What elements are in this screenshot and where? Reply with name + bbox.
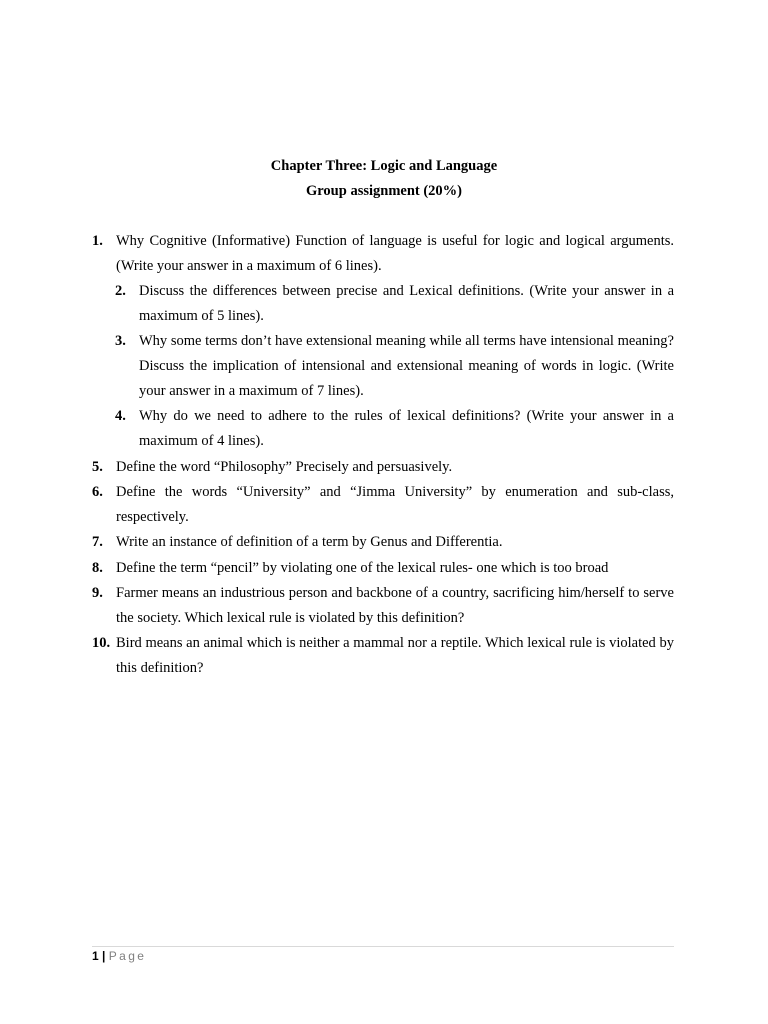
question-text: Define the word “Philosophy” Precisely and persuasively. bbox=[116, 459, 453, 475]
question-text: Why do we need to adhere to the rules of lexical definitions? (Write your answer in a maximum of 4 lines). bbox=[139, 408, 674, 449]
question-number: 9. bbox=[92, 585, 103, 601]
footer-divider bbox=[92, 946, 674, 947]
question-number: 10. bbox=[92, 635, 111, 651]
question-text: Discuss the differences between precise and Lexical definitions. (Write your answer in a maximum of 5 lines). bbox=[139, 283, 674, 324]
question-text: Define the term “pencil” by violating one of the lexical rules- one which is too broad bbox=[116, 560, 609, 576]
question-number: 6. bbox=[92, 484, 103, 500]
question-number: 3. bbox=[115, 333, 126, 349]
page-number: 1 bbox=[92, 949, 99, 963]
question-item bbox=[92, 455, 674, 480]
chapter-title: Chapter Three: Logic and Language bbox=[270, 158, 498, 174]
question-number: 2. bbox=[115, 283, 126, 299]
footer-separator: | bbox=[102, 949, 106, 963]
question-item bbox=[92, 480, 674, 530]
question-text: Bird means an animal which is neither a mammal nor a reptile. Which lexical rule is violated by this definition? bbox=[116, 635, 674, 676]
question-item bbox=[92, 556, 674, 581]
question-text: Why Cognitive (Informative) Function of language is useful for logic and logical arguments. (Write your answer in a maximum of 6 lines). bbox=[116, 233, 674, 274]
page-label: Page bbox=[108, 949, 147, 963]
question-item bbox=[115, 404, 674, 454]
question-text: Define the words “University” and “Jimma University” by enumeration and sub-class, respectively. bbox=[116, 484, 674, 525]
question-number: 8. bbox=[92, 560, 103, 576]
question-item bbox=[115, 329, 674, 404]
question-text: Why some terms don’t have extensional meaning while all terms have intensional meaning? Discuss the implication of intensional and extensional meaning of words in logic. (Write your answer in a maximum of 7 lines). bbox=[139, 333, 674, 399]
question-item bbox=[92, 530, 674, 555]
question-number: 1. bbox=[92, 233, 103, 249]
question-item bbox=[92, 631, 674, 681]
question-text: Farmer means an industrious person and backbone of a country, sacrificing him/herself to serve the society. Which lexical rule is violated by this definition? bbox=[116, 585, 674, 626]
question-number: 4. bbox=[115, 408, 126, 424]
page-footer bbox=[92, 948, 146, 964]
question-text: Write an instance of definition of a term by Genus and Differentia. bbox=[116, 534, 503, 550]
question-item bbox=[92, 229, 674, 279]
question-item bbox=[92, 581, 674, 631]
assignment-subtitle: Group assignment (20%) bbox=[305, 183, 463, 199]
question-number: 5. bbox=[92, 459, 103, 475]
question-item bbox=[115, 279, 674, 329]
question-number: 7. bbox=[92, 534, 103, 550]
